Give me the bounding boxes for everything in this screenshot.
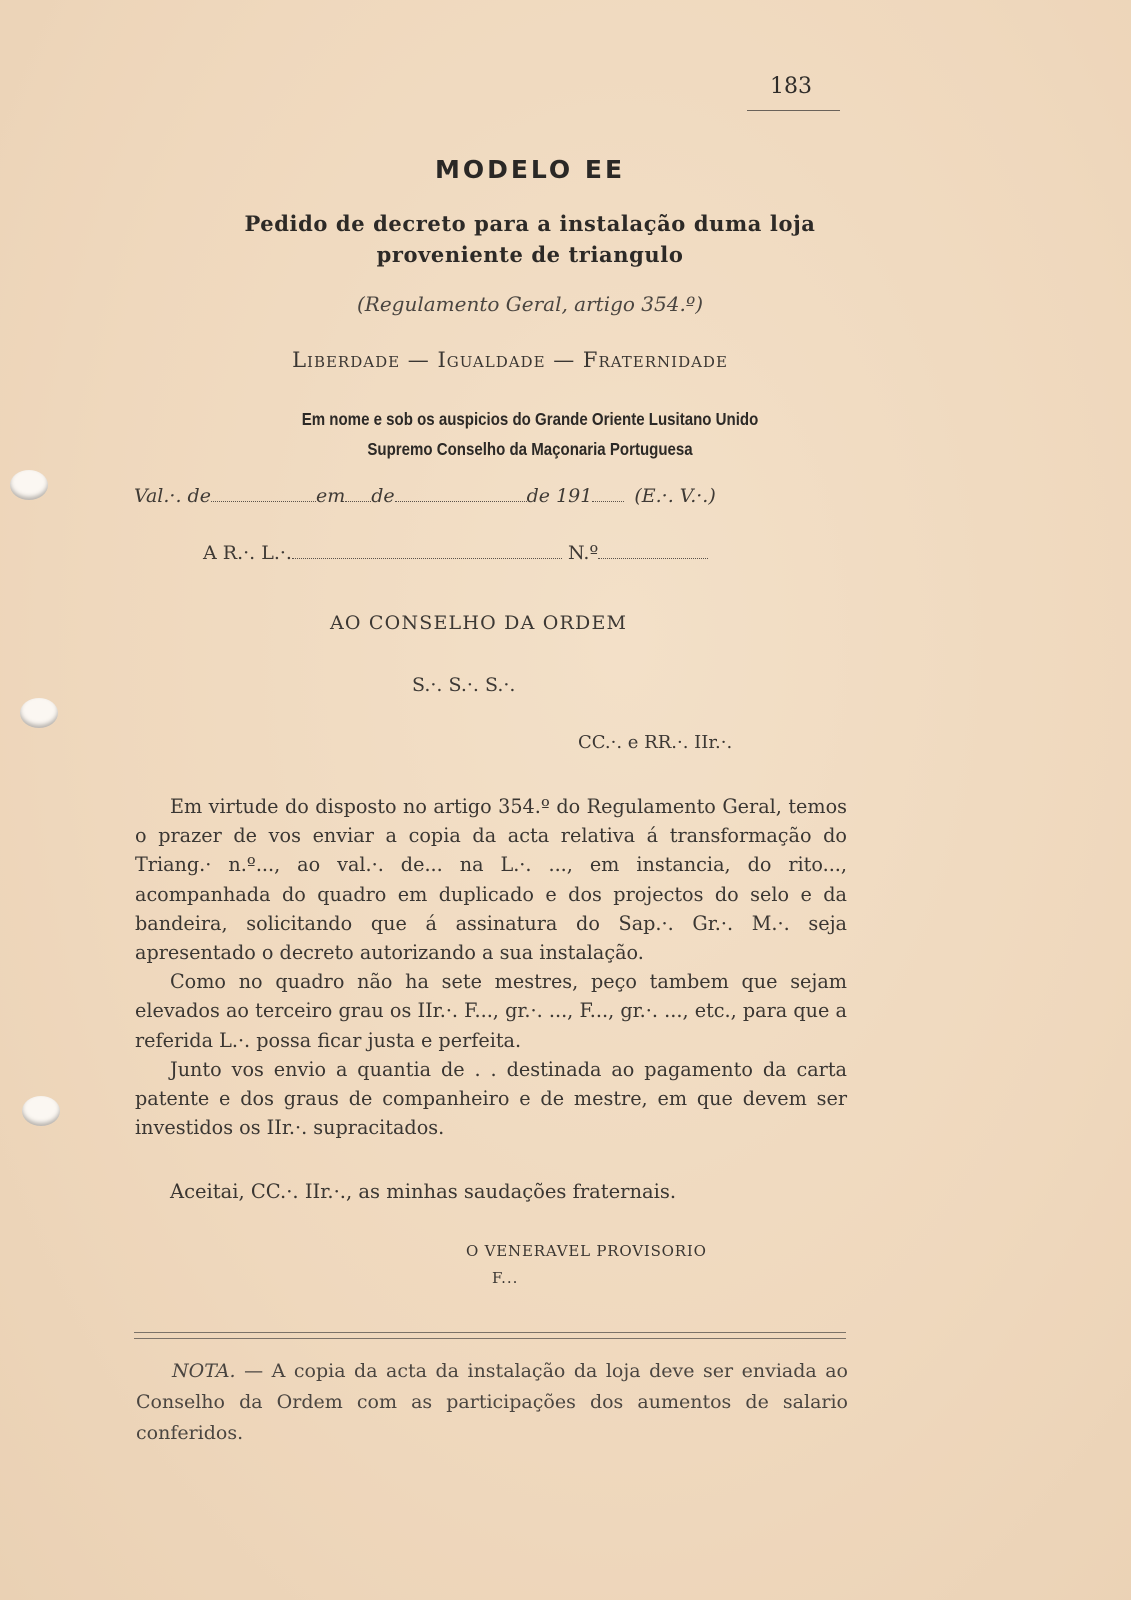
salutation-sss: S.·. S.·. S.·. — [412, 674, 516, 696]
addressee: AO CONSELHO DA ORDEM — [330, 612, 628, 634]
motto-igualdade: Igualdade — [437, 348, 546, 372]
signature-title: O VENERAVEL PROVISORIO — [466, 1242, 707, 1260]
era-label: (E.·. V.·.) — [634, 485, 716, 507]
document-heading — [160, 208, 900, 270]
motto — [130, 348, 890, 372]
day-blank[interactable] — [345, 487, 371, 502]
footnote-divider — [134, 1332, 846, 1339]
closing-line: Aceitai, CC.·. IIr.·., as minhas saudações fraternais. — [170, 1180, 677, 1203]
binding-hole — [20, 698, 58, 728]
signature-name: F... — [492, 1269, 519, 1287]
auspices-line-2: Supremo Conselho da Maçonaria Portuguesa — [367, 439, 693, 459]
date-line — [134, 485, 854, 507]
auspices-block — [229, 404, 831, 464]
em-label: em — [315, 485, 346, 507]
heading-line-2: proveniente de triangulo — [376, 242, 684, 267]
page-number-rule — [747, 110, 840, 111]
lodge-number-blank[interactable] — [598, 544, 708, 559]
letter-body — [135, 792, 847, 1142]
paragraph-2: Como no quadro não ha sete mestres, peço tambem que sejam elevados ao terceiro grau os IIr.·. F..., gr.·. ..., F..., gr.·. ..., etc., para que a referida L.·. possa ficar justa e perfeita. — [135, 970, 847, 1052]
auspices-line-1: Em nome e sob os auspicios do Grande Oriente Lusitano Unido — [301, 409, 759, 429]
salutation-brethren: CC.·. e RR.·. IIr.·. — [578, 732, 733, 753]
motto-fraternidade: Fraternidade — [582, 348, 728, 372]
paragraph-1: Em virtude do disposto no artigo 354.º do Regulamento Geral, temos o prazer de vos enviar a copia da acta relativa á transformação do Triang.· n.º..., ao val.·. de... na L.·. ..., em instancia, do rito..., acompanhada do quadro em duplicado e dos projectos do selo e da bandeira, solicitando que á assinatura do Sap.·. Gr.·. M.·. seja apresentado o decreto autorizando a sua instalação. — [135, 795, 847, 965]
heading-line-1: Pedido de decreto para a instalação duma loja — [244, 211, 816, 236]
paragraph-3: Junto vos envio a quantia de . . destinada ao pagamento da carta patente e dos graus de companheiro e de mestre, em que devem ser investidos os IIr.·. supracitados. — [135, 1057, 847, 1140]
binding-hole — [22, 1096, 60, 1126]
valley-label: Val.·. de — [134, 485, 211, 507]
note-label: NOTA. — [172, 1360, 236, 1382]
binding-hole — [10, 470, 48, 500]
motto-liberdade: Liberdade — [292, 348, 401, 372]
motto-separator: — — [545, 348, 583, 372]
motto-separator: — — [400, 348, 438, 372]
page-number: 183 — [770, 74, 812, 99]
lodge-name-blank[interactable] — [292, 544, 562, 559]
regulation-reference: (Regulamento Geral, artigo 354.º) — [356, 292, 704, 316]
de-label: de — [371, 485, 395, 507]
lodge-label: A R.·. L.·. — [203, 542, 292, 564]
footnote — [136, 1356, 848, 1449]
model-title: MODELO EE — [434, 155, 626, 184]
month-blank[interactable] — [395, 487, 527, 502]
note-text: — A copia da acta da instalação da loja deve ser enviada ao Conselho da Ordem com as participações dos aumentos de salario conferidos. — [136, 1360, 848, 1444]
year-blank[interactable] — [592, 487, 624, 502]
valley-blank[interactable] — [211, 487, 316, 502]
number-label: N.º — [567, 542, 599, 564]
year-label: de 191 — [526, 485, 593, 507]
lodge-line — [203, 542, 803, 564]
